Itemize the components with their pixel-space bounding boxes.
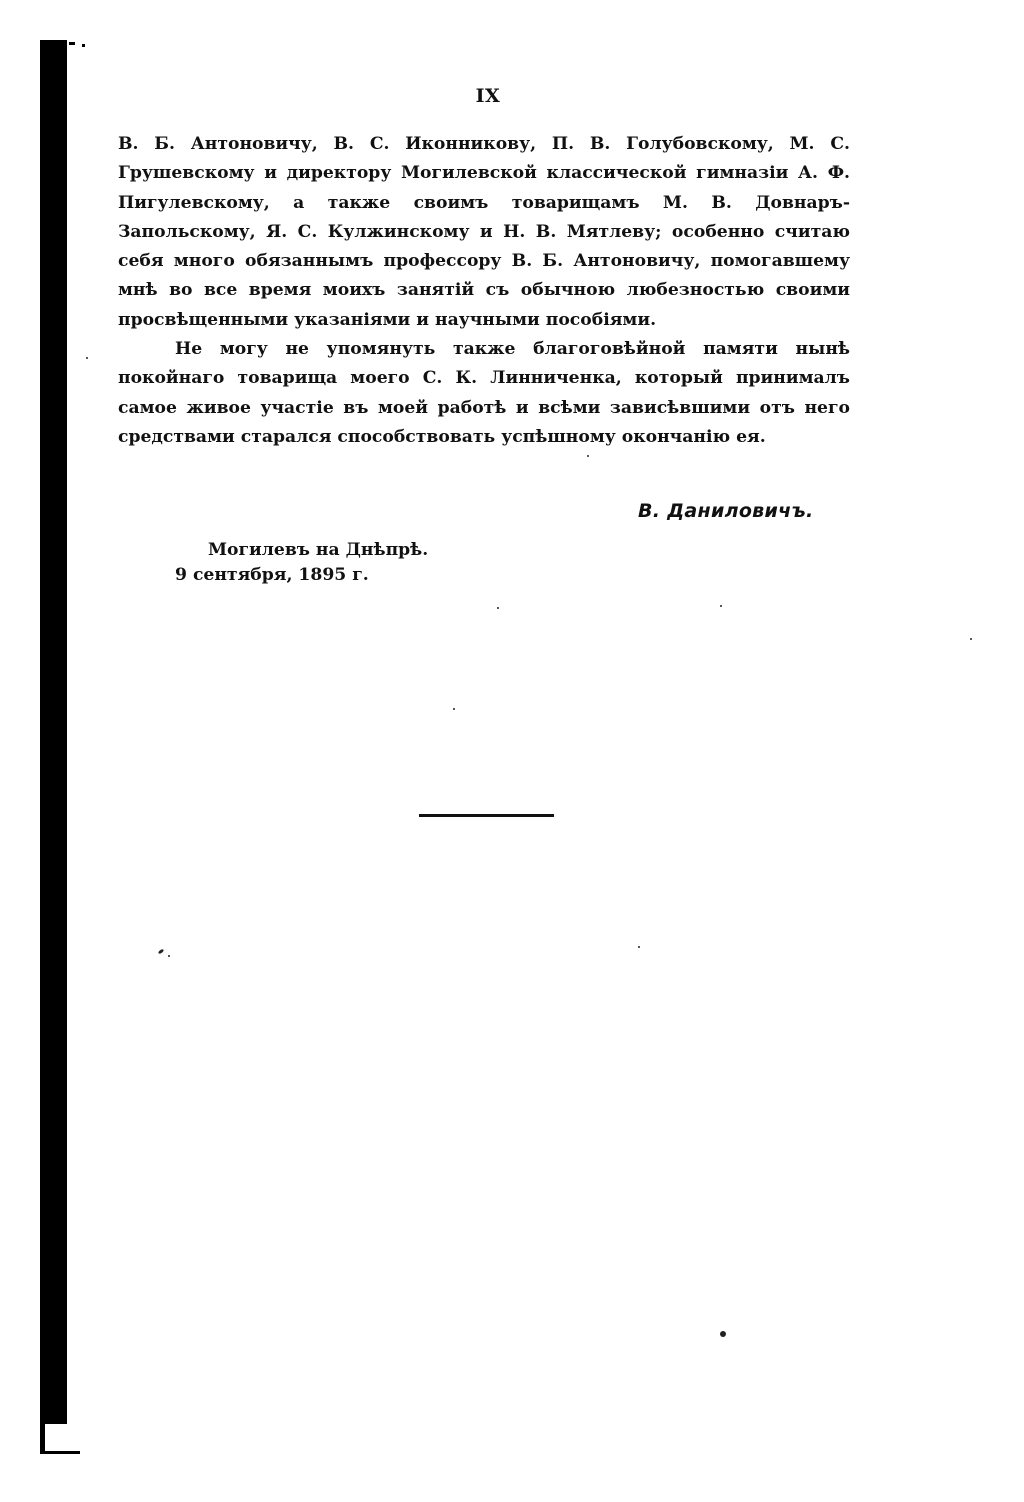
page-number: IX <box>475 85 501 107</box>
scan-speck <box>64 470 66 530</box>
scan-speck <box>720 1331 726 1337</box>
scan-speck <box>158 949 165 955</box>
author-signature: В. Даниловичъ. <box>638 500 814 522</box>
scan-speck <box>69 42 75 45</box>
scan-speck <box>453 708 455 710</box>
scan-speck <box>638 946 640 948</box>
scan-speck <box>970 638 972 640</box>
scan-speck <box>64 300 66 340</box>
dateline-place: Могилевъ на Днѣпрѣ. <box>208 540 429 560</box>
scan-speck <box>168 955 170 957</box>
body-text <box>118 130 850 452</box>
scan-speck <box>64 760 67 830</box>
paragraph-acknowledgements: В. Б. Антоновичу, В. С. Иконникову, П. В. Голубовскому, М. С. Грушевскому и директору Могилевской классической гимназіи А. Ф. Пигулевскому, а также своимъ товарищамъ М. В. Довнаръ-Запольскому, Я. С. Кулжинскому и Н. В. Мятлеву; особенно считаю себя много обязаннымъ профессору В. Б. Антоновичу, помогавшему мнѣ во все время моихъ занятій съ обычною любезностью своими просвѣщенными указаніями и научными пособіями. <box>118 134 850 330</box>
scan-speck <box>497 607 499 609</box>
section-divider <box>419 814 554 817</box>
paragraph-memorial: Не могу не упомянуть также благоговѣйной памяти нынѣ покойнаго товарища моего С. К. Линниченка, который принималъ самое живое участіе въ моей работѣ и всѣми зависѣвшими отъ него средствами старался способствовать успѣшному окончанію ея. <box>118 339 850 447</box>
scan-speck <box>587 455 589 457</box>
scan-binding-edge <box>40 40 67 1424</box>
dateline-date: 9 сентября, 1895 г. <box>175 565 369 585</box>
scan-speck <box>82 44 85 47</box>
scan-speck <box>86 357 88 359</box>
scan-speck <box>720 605 722 607</box>
scan-binding-corner <box>40 1424 80 1454</box>
